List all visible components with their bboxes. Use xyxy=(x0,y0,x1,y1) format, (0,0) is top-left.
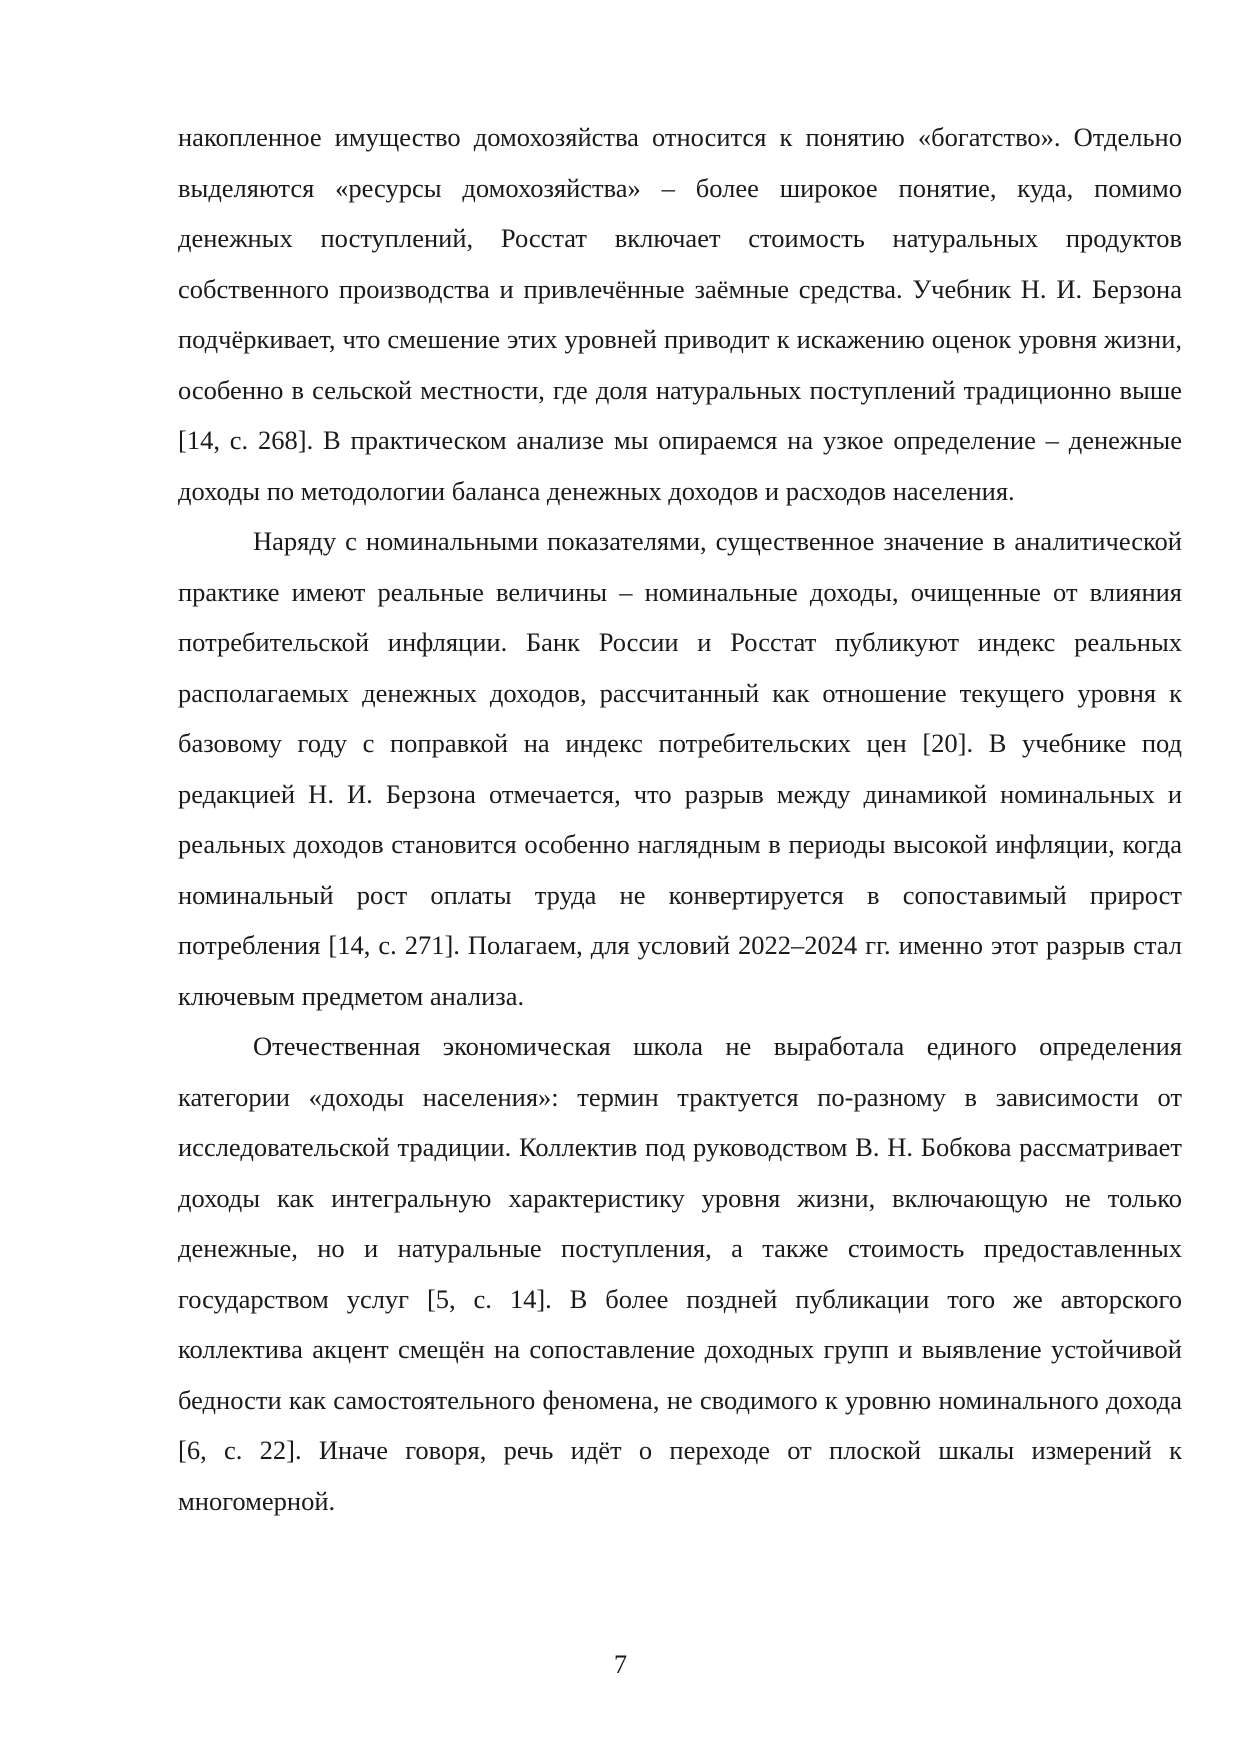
page-number: 7 xyxy=(613,1649,628,1679)
paragraph-3: Отечественная экономическая школа не выработала единого определения категории «доходы населения»: термин трактуется по-разному в зависимости от исследовательской традиции. Коллектив под руководством В. Н. Бобкова рассматривает доходы как интегральную характеристику уровня жизни, включающую не только денежные, но и натуральные поступления, а также стоимость предоставленных государством услуг [5, с. 14]. В более поздней публикации того же авторского коллектива акцент смещён на сопоставление доходных групп и выявление устойчивой бедности как самостоятельного феномена, не сводимого к уровню номинального дохода [6, с. 22]. Иначе говоря, речь идёт о переходе от плоской шкалы измерений к многомерной. xyxy=(178,1031,1182,1516)
paragraph-1: накопленное имущество домохозяйства относится к понятию «богатство». Отдельно выделяются «ресурсы домохозяйства» – более широкое понятие, куда, помимо денежных поступлений, Росстат включает стоимость натуральных продуктов собственного производства и привлечённые заёмные средства. Учебник Н. И. Берзона подчёркивает, что смешение этих уровней приводит к искажению оценок уровня жизни, особенно в сельской местности, где доля натуральных поступлений традиционно выше [14, с. 268]. В практическом анализе мы опираемся на узкое определение – денежные доходы по методологии баланса денежных доходов и расходов населения. xyxy=(178,122,1182,506)
paragraph-2: Наряду с номинальными показателями, существенное значение в аналитической практике имеют реальные величины – номинальные доходы, очищенные от влияния потребительской инфляции. Банк России и Росстат публикуют индекс реальных располагаемых денежных доходов, рассчитанный как отношение текущего уровня к базовому году с поправкой на индекс потребительских цен [20]. В учебнике под редакцией Н. И. Берзона отмечается, что разрыв между динамикой номинальных и реальных доходов становится особенно наглядным в периоды высокой инфляции, когда номинальный рост оплаты труда не конвертируется в сопоставимый прирост потребления [14, с. 271]. Полагаем, для условий 2022–2024 гг. именно этот разрыв стал ключевым предметом анализа. xyxy=(178,526,1182,1011)
body-text xyxy=(178,112,1182,1526)
